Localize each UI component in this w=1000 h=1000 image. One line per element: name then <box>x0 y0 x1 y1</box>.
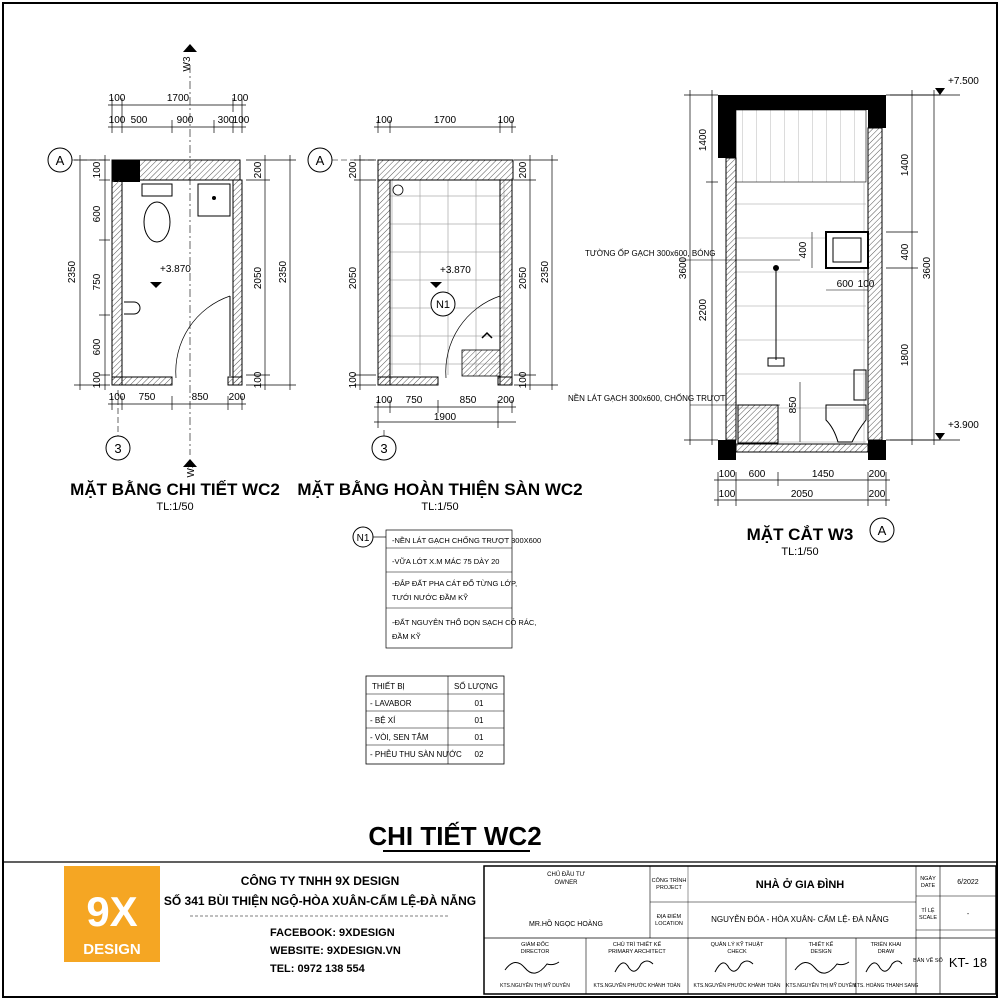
section-left-beam <box>718 110 736 158</box>
section-roof-slab <box>718 95 886 110</box>
table-cell: 01 <box>474 699 484 708</box>
dim-text: 100 <box>497 115 515 126</box>
project-name: NHÀ Ở GIA ĐÌNH <box>755 879 845 891</box>
sheet-title: CHI TIẾT WC2 <box>368 821 542 851</box>
location-label-en: LOCATION <box>655 921 683 927</box>
section-left-wall <box>726 158 736 440</box>
plan1-right-wall <box>233 180 242 385</box>
company-tel: TEL: 0972 138 554 <box>270 963 365 975</box>
dim-text: 100 <box>92 161 103 179</box>
section-label-top: W3 <box>182 56 193 72</box>
dim-text: 2050 <box>253 266 264 290</box>
dim-text: 100 <box>108 115 126 126</box>
section-label-bottom: W3 <box>186 462 197 478</box>
section-arrow-top-icon <box>183 44 197 52</box>
sheet-label: BẢN VẼ SỐ <box>913 958 943 964</box>
dim-text: 600 <box>92 205 103 223</box>
dim-text: 600 <box>748 469 766 480</box>
plan1-level: +3.870 <box>160 264 191 275</box>
dim-text: 2350 <box>540 260 551 284</box>
owner-label-en: OWNER <box>554 880 578 886</box>
level-marker-icon <box>935 433 945 440</box>
grid-label-3: 3 <box>114 441 122 456</box>
table-header: THIẾT BỊ <box>372 682 405 691</box>
dim-text: 2050 <box>348 266 359 290</box>
level-bottom: +3.900 <box>948 420 979 431</box>
dim-text: 500 <box>130 115 148 126</box>
dim-text: 100 <box>232 115 250 126</box>
role-label: THIẾT KẾ <box>808 942 834 948</box>
toilet-bowl-icon <box>144 202 170 242</box>
project-label-en: PROJECT <box>656 885 682 891</box>
title-block <box>484 866 996 994</box>
floor-tile-grid <box>390 180 508 375</box>
plan1-bottom-wall-left <box>112 377 172 385</box>
equipment-table <box>366 676 504 764</box>
plan2-top-wall <box>378 160 513 180</box>
dim-text: 100 <box>348 371 359 389</box>
dim-text: 900 <box>176 115 194 126</box>
dim-text: 2050 <box>518 266 529 290</box>
dim-text: 750 <box>138 392 156 403</box>
legend-item: -VỮA LÓT X.M MÁC 75 DÀY 20 <box>392 557 500 566</box>
role-name: KTS.NGUYỄN THỊ MỸ DUYÊN <box>500 983 570 989</box>
dim-text: 200 <box>348 161 359 179</box>
legend-item: -NỀN LÁT GẠCH CHỐNG TRƯỢT 300X600 <box>392 536 542 545</box>
door-swing-icon <box>176 296 230 378</box>
table-cell: - VÒI, SEN TẮM <box>370 733 429 742</box>
plan1-left-wall <box>112 180 122 385</box>
dim-text: 1700 <box>166 93 190 104</box>
section-floor <box>736 444 868 452</box>
scale-label: TỈ LỆ <box>921 908 935 914</box>
dim-text: 600 <box>92 338 103 356</box>
section-left-footing <box>718 440 736 460</box>
wall-finish-note: TƯỜNG ỐP GẠCH 300x600, BÓNG <box>585 249 716 258</box>
table-cell: 01 <box>474 716 484 725</box>
legend-tag: N1 <box>356 533 370 544</box>
dim-text: 200 <box>868 469 886 480</box>
company-name: CÔNG TY TNHH 9X DESIGN <box>240 874 400 888</box>
dim-text: 200 <box>868 489 886 500</box>
dim-text: 1450 <box>811 469 835 480</box>
dim-text: 850 <box>191 392 209 403</box>
dim-text: 100 <box>518 371 529 389</box>
signature-draw <box>866 961 902 972</box>
plan2-title: MẶT BẰNG HOÀN THIỆN SÀN WC2 <box>297 480 583 499</box>
table-cell: - BỆ XÍ <box>370 716 396 725</box>
signature-architect <box>615 961 653 972</box>
dim-text: 100 <box>718 469 736 480</box>
owner-label: CHỦ ĐẦU TƯ <box>547 872 585 878</box>
table-cell: - LAVABOR <box>370 699 412 708</box>
section-w3 <box>568 76 979 558</box>
logo-subtext: DESIGN <box>83 941 141 958</box>
plan1-scale: TL:1/50 <box>156 501 194 513</box>
window-icon <box>826 232 868 268</box>
dim-text: 850 <box>788 396 799 414</box>
scale-label-en: SCALE <box>918 915 938 921</box>
dim-text: 200 <box>518 161 529 179</box>
dim-text: 2350 <box>278 260 289 284</box>
dim-text: 100 <box>375 395 393 406</box>
role-label-en: DESIGN <box>810 949 832 955</box>
role-name: KTS. HOÀNG THANH SANG <box>853 983 919 989</box>
project-label: CÔNG TRÌNH <box>651 878 687 884</box>
owner-name: MR.HỒ NGỌC HOÀNG <box>529 921 603 928</box>
table-header: SỐ LƯỢNG <box>454 682 498 691</box>
plan2-right-wall <box>500 180 512 385</box>
role-label-en: CHECK <box>727 949 747 955</box>
dim-text: 750 <box>92 273 103 291</box>
table-cell: - PHỄU THU SÀN NƯỚC <box>370 750 462 759</box>
sheet-number: KT- 18 <box>948 955 988 970</box>
dim-text: 100 <box>253 371 264 389</box>
role-label: CHỦ TRÌ THIẾT KẾ <box>612 942 662 948</box>
level-top: +7.500 <box>948 76 979 87</box>
legend-item: TƯỚI NƯỚC ĐẦM KỸ <box>392 593 469 602</box>
dim-text: 2050 <box>790 489 814 500</box>
role-label: QUẢN LÝ KỸ THUẬT <box>710 942 764 948</box>
dim-text: 400 <box>900 243 911 261</box>
signature-director <box>505 962 559 973</box>
legend-item: -ĐẮP ĐẤT PHA CÁT ĐỔ TỪNG LỚP, <box>392 579 518 588</box>
role-label-en: DRAW <box>877 949 895 955</box>
legend-box <box>386 530 512 648</box>
grid-label-a: A <box>877 523 887 538</box>
plan2-level: +3.870 <box>440 265 471 276</box>
company-website: WEBSITE: 9XDESIGN.VN <box>270 945 401 957</box>
plan2-left-wall <box>378 180 390 385</box>
legend-n1 <box>353 527 541 648</box>
dim-text: 200 <box>228 392 246 403</box>
role-name: KTS.NGUYỄN PHƯỚC KHÁNH TOÀN <box>593 983 681 989</box>
plan1-column <box>112 160 140 182</box>
dim-text: 100 <box>718 489 736 500</box>
level-marker-icon <box>150 282 162 288</box>
section-right-footing <box>868 440 886 460</box>
ceiling-slats <box>736 110 866 182</box>
dim-text: 100 <box>108 93 126 104</box>
grid-label-a: A <box>315 153 325 168</box>
dim-text: 100 <box>375 115 393 126</box>
scale-value: - <box>966 911 970 918</box>
plan1-title: MẶT BẰNG CHI TIẾT WC2 <box>70 480 280 499</box>
dim-text: 850 <box>459 395 477 406</box>
lavabo-icon <box>124 302 140 314</box>
plan1-bottom-wall-right <box>228 377 242 385</box>
dim-text: 1400 <box>698 128 709 152</box>
signature-check <box>715 961 753 972</box>
grid-label-3: 3 <box>380 441 388 456</box>
plan2-bottom-wall-left <box>378 377 438 385</box>
dim-text: 600 <box>836 279 854 290</box>
level-marker-icon <box>935 88 945 95</box>
dim-text: 100 <box>92 371 103 389</box>
plan-detail-wc2 <box>48 44 296 513</box>
dim-text: 1400 <box>900 153 911 177</box>
role-name: KTS.NGUYỄN THỊ MỸ DUYÊN <box>786 983 856 989</box>
location-label: ĐỊA ĐIỂM <box>656 914 682 920</box>
shower-bench <box>738 405 778 443</box>
dim-text: 300 <box>217 115 235 126</box>
dim-text: 3600 <box>922 256 933 280</box>
dim-text: 1900 <box>433 412 457 423</box>
dim-text: 1800 <box>900 343 911 367</box>
section-right-beam <box>868 110 886 128</box>
dim-text: 2200 <box>698 298 709 322</box>
company-facebook: FACEBOOK: 9XDESIGN <box>270 927 395 939</box>
dim-text: 3600 <box>678 256 689 280</box>
section-title: MẶT CẮT W3 <box>746 525 854 544</box>
role-label: GIÁM ĐỐC <box>521 942 549 948</box>
plan-floor-finish-wc2 <box>297 115 582 513</box>
dim-text: 100 <box>108 392 126 403</box>
role-label-en: PRIMARY ARCHITECT <box>608 949 666 955</box>
shower-head-icon <box>773 265 779 271</box>
signature-design <box>795 962 849 973</box>
dim-text: 200 <box>253 161 264 179</box>
location: NGUYỄN ĐÓA - HÒA XUÂN- CẨM LỆ- ĐÀ NẴNG <box>711 915 889 924</box>
floor-tag-text: N1 <box>435 299 451 311</box>
table-cell: 01 <box>474 733 484 742</box>
floor-finish-note: NỀN LÁT GẠCH 300x600, CHỐNG TRƯỢT <box>568 394 726 403</box>
shower-step <box>462 350 500 376</box>
plan2-scale: TL:1/50 <box>421 501 459 513</box>
legend-item: -ĐẤT NGUYÊN THỔ DỌN SẠCH CỎ RÁC, <box>392 618 537 627</box>
role-name: KTS.NGUYỄN PHƯỚC KHÁNH TOÀN <box>693 983 781 989</box>
role-label: TRIỂN KHAI <box>870 942 902 948</box>
logo-text: 9X <box>86 888 138 935</box>
grid-label-a: A <box>55 153 65 168</box>
company-address: SỐ 341 BÙI THIỆN NGỘ-HÒA XUÂN-CẨM LỆ-ĐÀ NẴNG <box>163 894 477 908</box>
plan2-bottom-wall-right <box>498 377 512 385</box>
dim-text: 1700 <box>433 115 457 126</box>
dim-text: 2350 <box>67 260 78 284</box>
section-scale: TL:1/50 <box>781 546 819 558</box>
dim-text: 750 <box>405 395 423 406</box>
date-label: NGÀY <box>920 876 936 882</box>
dim-text: 100 <box>857 279 875 290</box>
toilet-tank-icon <box>142 184 172 196</box>
date: 6/2022 <box>957 879 979 886</box>
dim-text: 400 <box>798 241 809 259</box>
dim-text: 100 <box>231 93 249 104</box>
table-cell: 02 <box>474 750 484 759</box>
legend-item: ĐẦM KỸ <box>392 632 421 641</box>
date-label-en: DATE <box>920 883 936 889</box>
dim-text: 200 <box>497 395 515 406</box>
role-label-en: DIRECTOR <box>520 949 550 955</box>
plan1-bottom-dimensions <box>108 396 246 410</box>
